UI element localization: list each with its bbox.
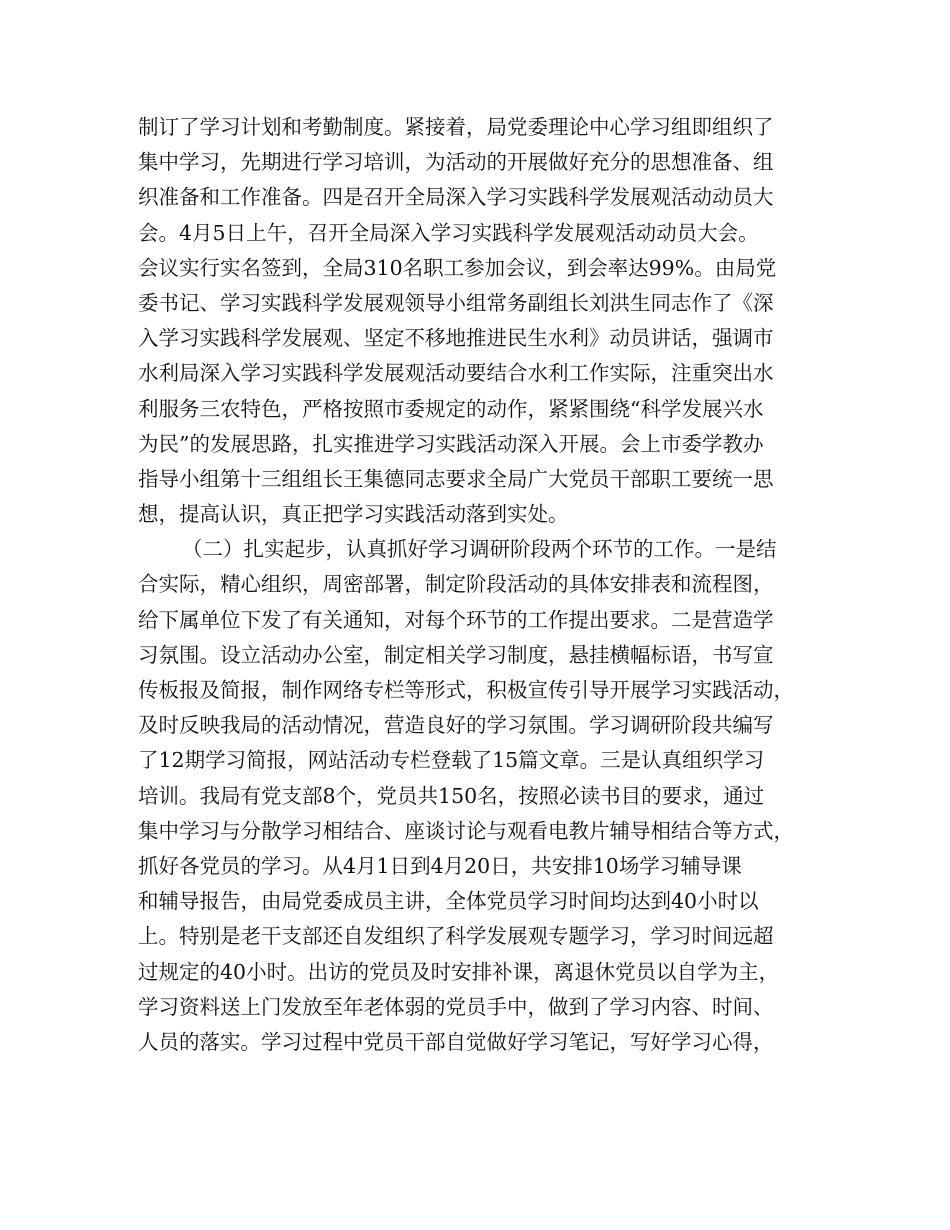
text-line: 传板报及简报，制作网络专栏等形式，积极宣传引导开展学习实践活动，	[138, 678, 794, 702]
text-line: 委书记、学习实践科学发展观领导小组常务副组长刘洪生同志作了《深	[138, 290, 774, 315]
text-line: 了12期学习简报，网站活动专栏登载了15篇文章。三是认真组织学习	[138, 748, 765, 773]
text-line: 过规定的40小时。出访的党员及时安排补课，离退休党员以自学为主，	[138, 959, 780, 984]
text-line: 和辅导报告，由局党委成员主讲，全体党员学习时间均达到40小时以	[138, 889, 759, 914]
text-line: 学习资料送上门发放至年老体弱的党员手中，做到了学习内容、时间、	[138, 994, 774, 1019]
text-line: 会。4月5日上午，召开全局深入学习实践科学发展观活动动员大会。	[138, 220, 759, 245]
text-line: 想，提高认识，真正把学习实践活动落到实处。	[138, 502, 569, 527]
text-line: （二）扎实起步，认真抓好学习调研阶段两个环节的工作。一是结	[182, 537, 777, 562]
text-line: 利服务三农特色，严格按照市委规定的动作，紧紧围绕“科学发展兴水	[138, 396, 764, 421]
paragraph-1	[138, 110, 828, 532]
text-line: 培训。我局有党支部8个，党员共150名，按照必读书目的要求，通过	[138, 783, 765, 808]
text-line: 制订了学习计划和考勤制度。紧接着，局党委理论中心学习组即组织了	[138, 115, 774, 139]
text-line: 水利局深入学习实践科学发展观活动要结合水利工作实际，注重突出水	[138, 361, 774, 386]
text-line: 会议实行实名签到，全局310名职工参加会议，到会率达99%。由局党	[138, 255, 777, 280]
text-line: 上。特别是老干支部还自发组织了科学发展观专题学习，学习时间远超	[138, 924, 774, 949]
text-line: 集中学习，先期进行学习培训，为活动的开展做好充分的思想准备、组	[138, 150, 774, 175]
text-line: 抓好各党员的学习。从4月1日到4月20日，共安排10场学习辅导课	[138, 853, 742, 878]
text-line: 入学习实践科学发展观、坚定不移地推进民生水利》动员讲话，强调市	[138, 326, 774, 351]
paragraph-2	[138, 532, 828, 1060]
text-line: 指导小组第十三组组长王集德同志要求全局广大党员干部职工要统一思	[138, 466, 774, 491]
text-line: 给下属单位下发了有关通知，对每个环节的工作提出要求。二是营造学	[138, 607, 774, 632]
text-line: 合实际，精心组织，周密部署，制定阶段活动的具体安排表和流程图，	[138, 572, 774, 597]
text-line: 集中学习与分散学习相结合、座谈讨论与观看电教片辅导相结合等方式，	[138, 818, 794, 843]
body-text	[138, 110, 828, 1060]
text-line: 人员的落实。学习过程中党员干部自觉做好学习笔记，写好学习心得，	[138, 1029, 774, 1054]
text-line: 及时反映我局的活动情况，营造良好的学习氛围。学习调研阶段共编写	[138, 713, 774, 738]
text-line: 织准备和工作准备。四是召开全局深入学习实践科学发展观活动动员大	[138, 185, 774, 210]
text-line: 习氛围。设立活动办公室，制定相关学习制度，悬挂横幅标语，书写宣	[138, 642, 774, 667]
text-line: 为民”的发展思路，扎实推进学习实践活动深入开展。会上市委学教办	[138, 431, 764, 456]
